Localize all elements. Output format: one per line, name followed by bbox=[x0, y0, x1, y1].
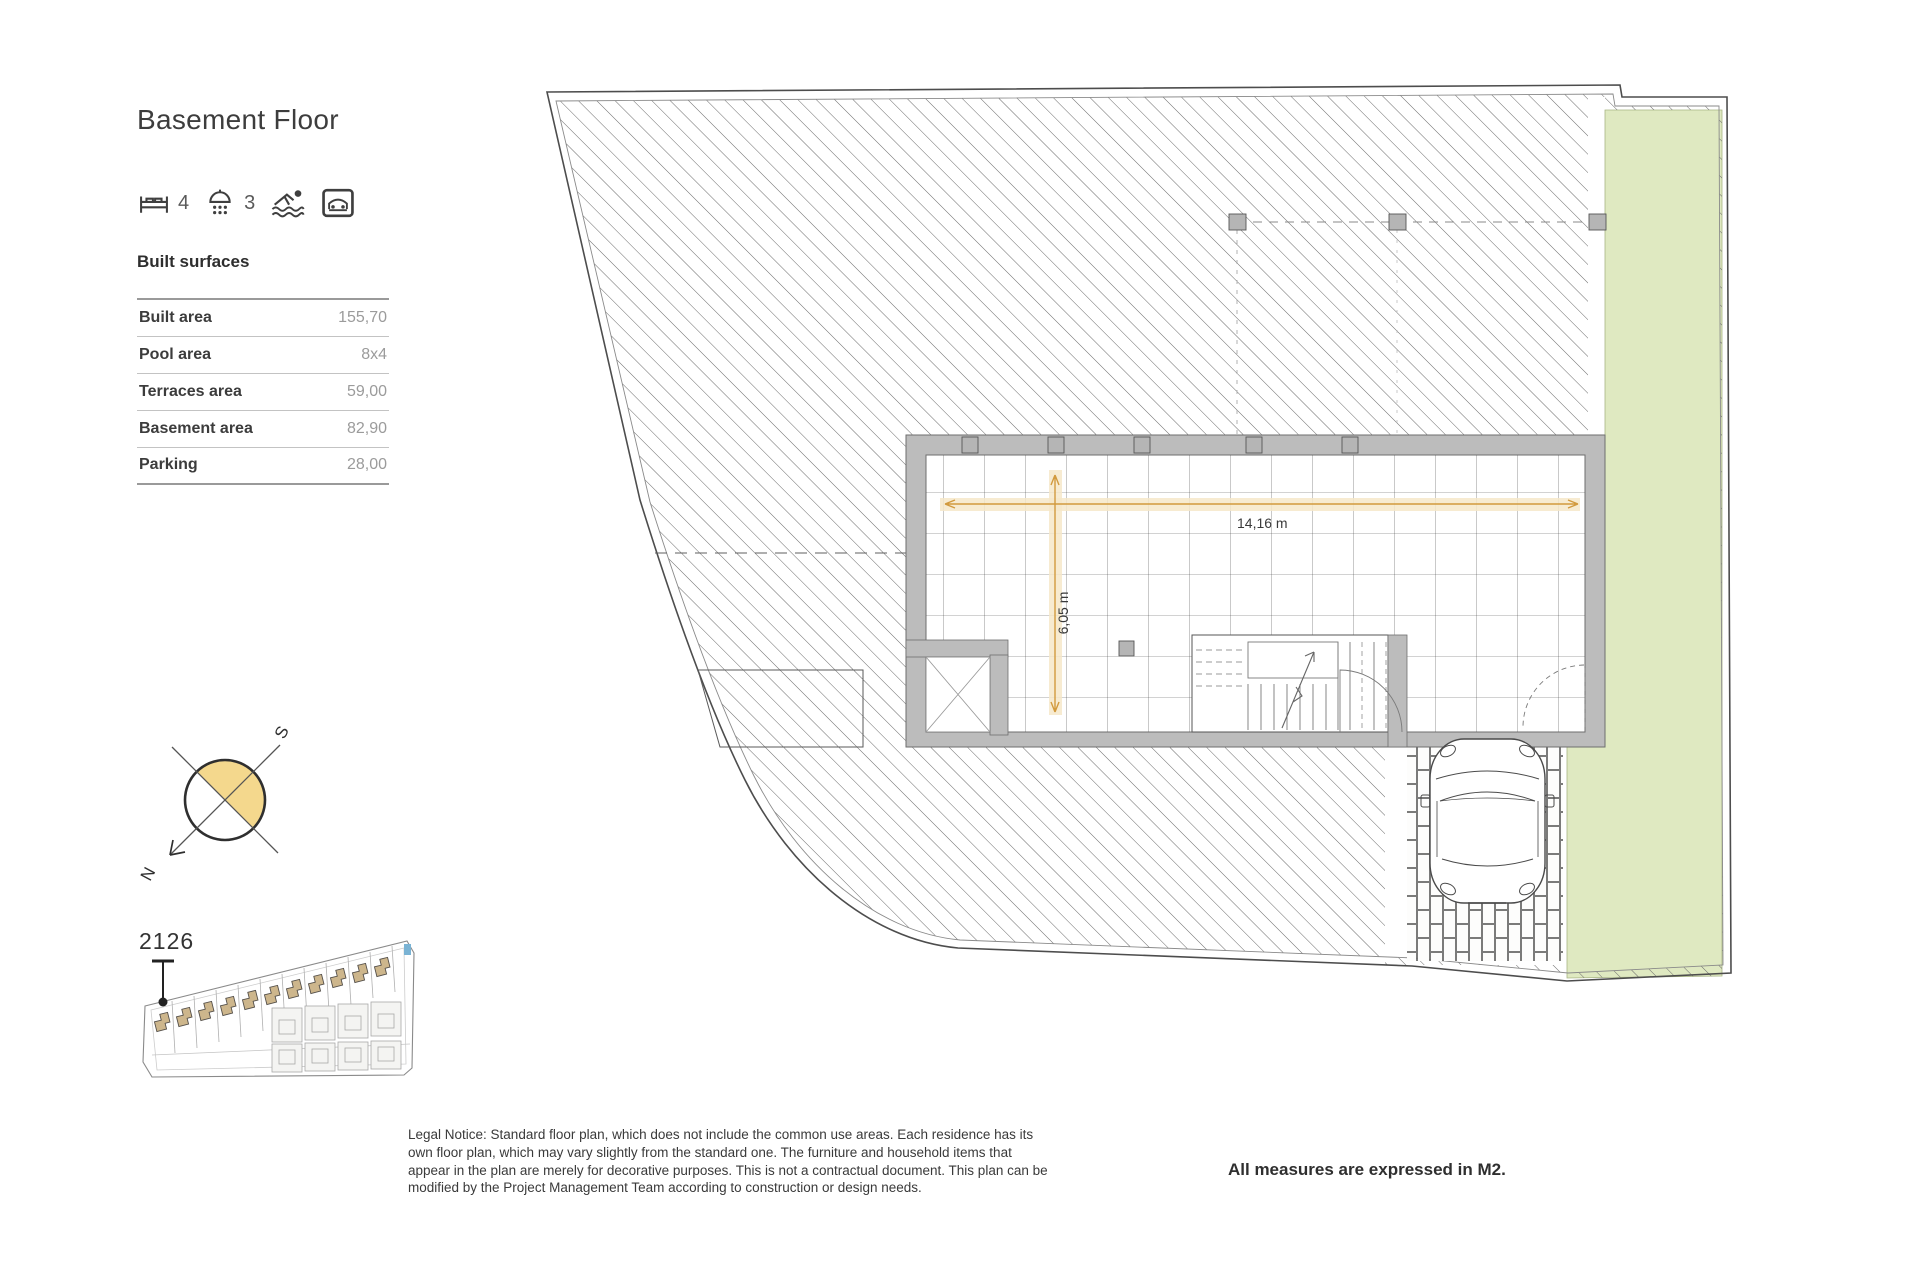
bathrooms-count: 3 bbox=[244, 191, 256, 214]
feature-bathrooms bbox=[203, 188, 255, 218]
legal-notice: Legal Notice: Standard floor plan, which does not include the common use areas. Each residence has its own floor plan, which may vary slightly from the standard one. The furniture and household items that appear in the plan are merely for decorative purposes. This is not a contractual document. This plan can be modified by the Project Management Team according to construction or design needs. bbox=[408, 1127, 1048, 1196]
row-value: 155,70 bbox=[311, 299, 389, 336]
site-plan-map bbox=[143, 941, 414, 1077]
row-value: 59,00 bbox=[311, 373, 389, 410]
table-row bbox=[137, 447, 389, 484]
table-row bbox=[137, 299, 389, 336]
garage-icon bbox=[321, 188, 355, 218]
row-label: Basement area bbox=[137, 410, 311, 447]
compass-rose bbox=[137, 723, 293, 884]
feature-icons-row bbox=[137, 188, 355, 218]
feature-bedrooms bbox=[137, 189, 189, 217]
shower-icon bbox=[203, 188, 237, 218]
built-surfaces-table bbox=[137, 298, 389, 485]
unit-reference-number: 2126 bbox=[139, 928, 195, 954]
site-plan-entry-mark bbox=[404, 944, 411, 955]
table-row bbox=[137, 410, 389, 447]
row-value: 28,00 bbox=[311, 447, 389, 484]
built-surfaces-heading: Built surfaces bbox=[137, 252, 250, 271]
row-label: Built area bbox=[137, 299, 311, 336]
row-label: Pool area bbox=[137, 336, 311, 373]
dimension-width-label: 14,16 m bbox=[1237, 515, 1288, 531]
table-row bbox=[137, 336, 389, 373]
stairwell bbox=[1192, 635, 1407, 747]
compass-south-label: S bbox=[270, 722, 293, 742]
bedrooms-count: 4 bbox=[178, 191, 190, 214]
swimmer-icon bbox=[269, 188, 307, 218]
feature-garage bbox=[321, 188, 355, 218]
page-title: Basement Floor bbox=[137, 104, 339, 135]
feature-pool bbox=[269, 188, 307, 218]
bed-icon bbox=[137, 189, 171, 217]
table-row bbox=[137, 373, 389, 410]
compass-north-label: N bbox=[136, 864, 160, 884]
car-top-view bbox=[1421, 739, 1554, 903]
measures-note: All measures are expressed in M2. bbox=[1228, 1160, 1506, 1179]
dimension-height-label: 6,05 m bbox=[1055, 591, 1071, 635]
row-value: 82,90 bbox=[311, 410, 389, 447]
row-label: Terraces area bbox=[137, 373, 311, 410]
row-value: 8x4 bbox=[311, 336, 389, 373]
row-label: Parking bbox=[137, 447, 311, 484]
